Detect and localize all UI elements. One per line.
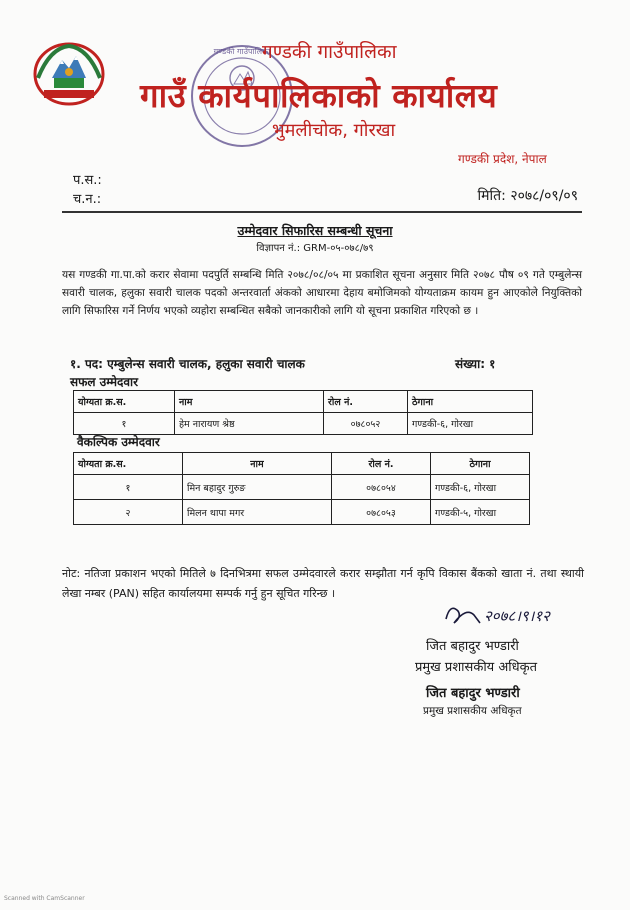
signatory-name: जित बहादुर भण्डारी xyxy=(426,639,519,654)
signature-date: २०७८।९।१२ xyxy=(484,607,550,625)
header-divider xyxy=(62,211,582,213)
name-cell: मिन बहादुर गुरुङ xyxy=(183,475,332,500)
successful-table xyxy=(73,390,533,435)
col-rank: योग्यता क्र.स. xyxy=(74,453,183,475)
col-name: नाम xyxy=(183,453,332,475)
ps-label: प.स.: xyxy=(73,173,102,188)
date-field xyxy=(478,186,578,205)
roll-cell: ०७८०५३ xyxy=(332,500,431,525)
nepal-emblem-icon xyxy=(30,38,108,108)
date-value: २०७८/०९/०९ xyxy=(510,188,578,204)
rank-cell: २ xyxy=(74,500,183,525)
municipality-name: गण्डकी गाउँपालिका xyxy=(262,41,397,63)
roll-cell: ०७८०५४ xyxy=(332,475,431,500)
col-roll: रोल नं. xyxy=(324,391,408,413)
table-row xyxy=(74,475,530,500)
roll-cell: ०७८०५२ xyxy=(324,413,408,435)
address-cell: गण्डकी-५, गोरखा xyxy=(431,500,530,525)
table-row xyxy=(74,413,533,435)
date-label: मिति: xyxy=(477,188,506,204)
signatory-name-stamped: जित बहादुर भण्डारी xyxy=(426,686,520,701)
note-paragraph: नोट: नतिजा प्रकाशन भएको मितिले ७ दिनभित्रमा सफल उम्मेदवारले करार सम्झौता गर्न कृपि विकास बैंकको खाता नं. तथा स्थायी लेखा नम्बर (PAN) सहित कार्यालयमा सम्पर्क गर्नु हुन सूचित गरिन्छ । xyxy=(62,567,584,600)
col-roll: रोल नं. xyxy=(332,453,431,475)
col-address: ठेगाना xyxy=(431,453,530,475)
alternate-table xyxy=(73,452,530,525)
province-label: गण्डकी प्रदेश, नेपाल xyxy=(458,152,547,166)
cn-label: च.न.: xyxy=(73,192,102,207)
successful-heading: सफल उम्मेदवार xyxy=(70,375,139,389)
address-cell: गण्डकी-६, गोरखा xyxy=(408,413,533,435)
handwritten-signature xyxy=(440,597,580,633)
col-rank: योग्यता क्र.स. xyxy=(74,391,175,413)
col-address: ठेगाना xyxy=(408,391,533,413)
name-cell: हेम नारायण श्रेष्ठ xyxy=(175,413,324,435)
notice-paragraph: यस गण्डकी गा.पा.को करार सेवामा पदपुर्ति सम्बन्धि मिति २०७८/०८/०५ मा प्रकाशित सूचना अनुसार मिति २०७८ पौष ०९ गते एम्बुलेन्स सवारी चालक, हलुका सवारी चालक पदको अन्तरवार्ता अंकको आधारमा देहाय बमोजिमको योग्यताक्रम कायम हुन आएकोले नियुक्तिको लागि सिफारिस गर्ने निर्णय भएको व्यहोरा सम्बन्धित सबैको जानकारीको लागि यो सूचना प्रकाशित गरिएको छ । xyxy=(62,269,582,317)
signatory-title-stamped: प्रमुख प्रशासकीय अधिकृत xyxy=(423,705,522,717)
name-cell: मिलन थापा मगर xyxy=(183,500,332,525)
office-address: भुमलीचोक, गोरखा xyxy=(272,120,396,141)
position-label: १. पद: एम्बुलेन्स सवारी चालक, हलुका सवारी चालक xyxy=(70,357,305,371)
scanner-watermark: Scanned with CamScanner xyxy=(4,895,85,902)
table-header-row xyxy=(74,391,533,413)
rank-cell: १ xyxy=(74,413,175,435)
table-header-row xyxy=(74,453,530,475)
office-title: गाउँ कार्यपालिकाको कार्यालय xyxy=(140,76,498,115)
stamp-text: गण्डकी गाउँपालिका xyxy=(213,47,271,56)
table-row xyxy=(74,500,530,525)
col-name: नाम xyxy=(175,391,324,413)
notice-title: उम्मेदवार सिफारिस सम्बन्धी सूचना xyxy=(237,223,393,238)
alternate-heading: वैकल्पिक उम्मेदवार xyxy=(77,435,160,449)
rank-cell: १ xyxy=(74,475,183,500)
position-count: संख्या: १ xyxy=(455,357,496,371)
signatory-title: प्रमुख प्रशासकीय अधिकृत xyxy=(415,660,538,675)
advertisement-number: विज्ञापन नं.: GRM-०५-०७८/७९ xyxy=(256,243,374,254)
address-cell: गण्डकी-६, गोरखा xyxy=(431,475,530,500)
